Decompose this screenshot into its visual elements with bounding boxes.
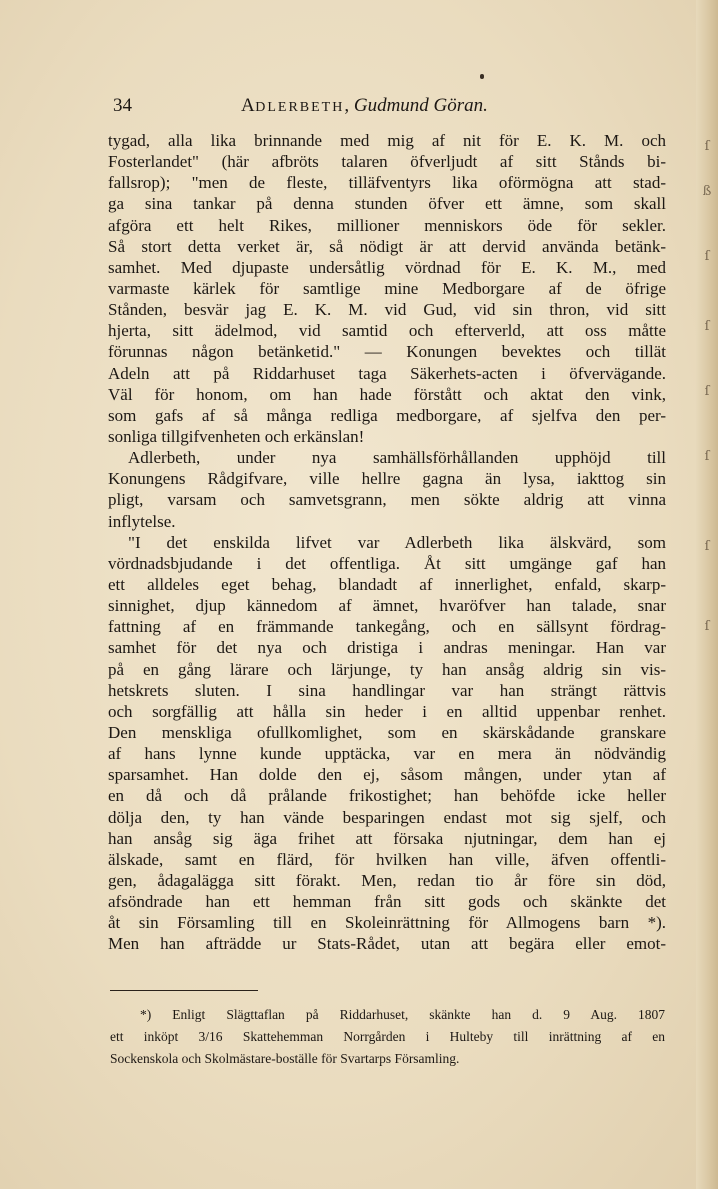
text-line: fallsrop); "men de fleste, tilläfventyrs lika oförmögna att stad-: [108, 173, 666, 193]
bleed-through-mark: ſ: [704, 619, 710, 634]
text-line: och sorgfällig att hålla sin heder i en alltid uppenbar renhet.: [108, 701, 666, 721]
text-line: hetskrets sluten. I sina handlingar var han strängt rättvis: [108, 680, 666, 700]
running-head: [241, 94, 488, 120]
paragraph-start-line: "I det enskilda lifvet var Adlerbeth lika älskvärd, som: [128, 532, 666, 552]
text-line: hjerta, sitt ädelmod, vid samtid och efterverld, att oss måtte: [108, 321, 666, 341]
running-head-name-rest: DLERBETH: [255, 100, 345, 115]
text-line: samhet för det nya och dristiga i andras meningar. Han var: [108, 638, 666, 658]
text-line: Konungens Rådgifvare, ville hellre gagna än lysa, iakttog sin: [108, 469, 666, 489]
bleed-through-mark: ſ: [704, 139, 710, 154]
running-head-name-initial: A: [241, 95, 256, 116]
text-line: som gafs af så många redliga medborgare, af sjelfva den per-: [108, 405, 666, 425]
running-head-name: [241, 95, 344, 116]
text-line: sparsamhet. Han dolde den ej, såsom mången, under ytan af: [108, 765, 666, 785]
bleed-through-mark: ſ: [704, 249, 710, 264]
text-line: Så stort detta verket är, så nödigt är att dervid använda betänk-: [108, 236, 666, 256]
text-line: på en gång lärare och lärjunge, ty han ansåg aldrig sin vis-: [108, 659, 666, 679]
text-line: en då och då prålande frikostighet; han behöfde icke heller: [108, 786, 666, 806]
text-line: åt sin Församling till en Skoleinrättning för Allmogens barn *).: [108, 913, 666, 933]
running-head-separator: ,: [344, 95, 354, 116]
facing-page-edge: [696, 0, 718, 1189]
bleed-through-mark: ſ: [704, 319, 710, 334]
footnote-line: ett inköpt 3/16 Skattehemman Norrgården i Hulteby till inrättning af en: [110, 1029, 665, 1044]
ink-speck: [480, 74, 484, 79]
text-line: han ansåg sig äga frihet att försaka njutningar, dem han ej: [108, 828, 666, 848]
body-text: [108, 130, 666, 954]
running-head-title: Gudmund Göran.: [353, 95, 488, 116]
text-line: pligt, varsam och samvetsgrann, men sökte aldrig att vinna: [108, 490, 666, 510]
text-line: inflytelse.: [108, 511, 176, 531]
text-line: sonliga tillgifvenheten och erkänslan!: [108, 426, 365, 446]
text-line: Den menskliga ofullkomlighet, som en skärskådande granskare: [108, 722, 666, 742]
text-line: varmaste kärlek för samtlige mine Medborgare af de öfrige: [108, 278, 666, 298]
text-line: af hans lynne kunde upptäcka, var en mera än nödvändig: [108, 744, 666, 764]
text-line: afgöra ett helt Rikes, millioner menniskors öde för sekler.: [108, 215, 666, 235]
text-line: ett alldeles eget behag, blandadt af innerlighet, enfald, skarp-: [108, 574, 666, 594]
bleed-through-mark: ſ: [704, 384, 710, 399]
footnote-line: Sockenskola och Skolmästare-boställe för Svartarps Församling.: [110, 1051, 460, 1066]
paragraph-start-line: Adlerbeth, under nya samhällsförhållanden upphöjd till: [128, 448, 666, 468]
text-line: vördnadsbjudande i det offentliga. Åt sitt umgänge gaf han: [108, 553, 666, 573]
text-line: Stånden, besvär jag E. K. M. vid Gud, vid sin thron, vid sitt: [108, 300, 666, 320]
bleed-through-mark: ſ: [704, 539, 710, 554]
text-line: Men han afträdde ur Stats-Rådet, utan att begära eller emot-: [108, 934, 666, 954]
text-line: sinnighet, djup kännedom af ämnet, hvaröfver han talade, snar: [108, 596, 666, 616]
text-line: samhet. Med djupaste undersåtlig vördnad för E. K. M., med: [108, 257, 666, 277]
text-line: gen, ådagalägga sitt förakt. Men, redan tio år före sin död,: [108, 870, 666, 890]
page-number: 34: [113, 95, 132, 116]
text-line: ga sina tankar på denna stunden öfver ett ämne, som skall: [108, 194, 666, 214]
text-line: Fosterlandet" (här afbröts talaren öfverljudt af sitt Stånds bi-: [108, 152, 666, 172]
text-line: dölja den, ty han vände besparingen endast mot sig sjelf, och: [108, 807, 666, 827]
text-line: Adeln att på Riddarhuset taga Säkerhets-acten i öfvervägande.: [108, 363, 666, 383]
text-line: älskade, samt en flärd, för hvilken han ville, äfven offentli-: [108, 849, 666, 869]
text-line: fattning af en främmande tankegång, och en sällsynt fördrag-: [108, 617, 666, 637]
page-header: [113, 94, 673, 118]
text-line: förunnas någon betänketid." — Konungen bevektes och tillät: [108, 342, 666, 362]
bleed-through-mark: ß: [702, 184, 712, 199]
text-line: tygad, alla lika brinnande med mig af nit för E. K. M. och: [108, 131, 666, 150]
text-line: Väl för honom, om han hade förstått och aktat den vink,: [108, 384, 666, 404]
text-line: afsöndrade han ett hemman från sitt gods och skänkte det: [108, 892, 666, 912]
footnote-line: *) Enligt Slägttaflan på Riddarhuset, skänkte han d. 9 Aug. 1807: [140, 1007, 665, 1022]
footnote-rule: [110, 990, 258, 991]
footnotes: [110, 1004, 665, 1070]
bleed-through-mark: ſ: [704, 449, 710, 464]
